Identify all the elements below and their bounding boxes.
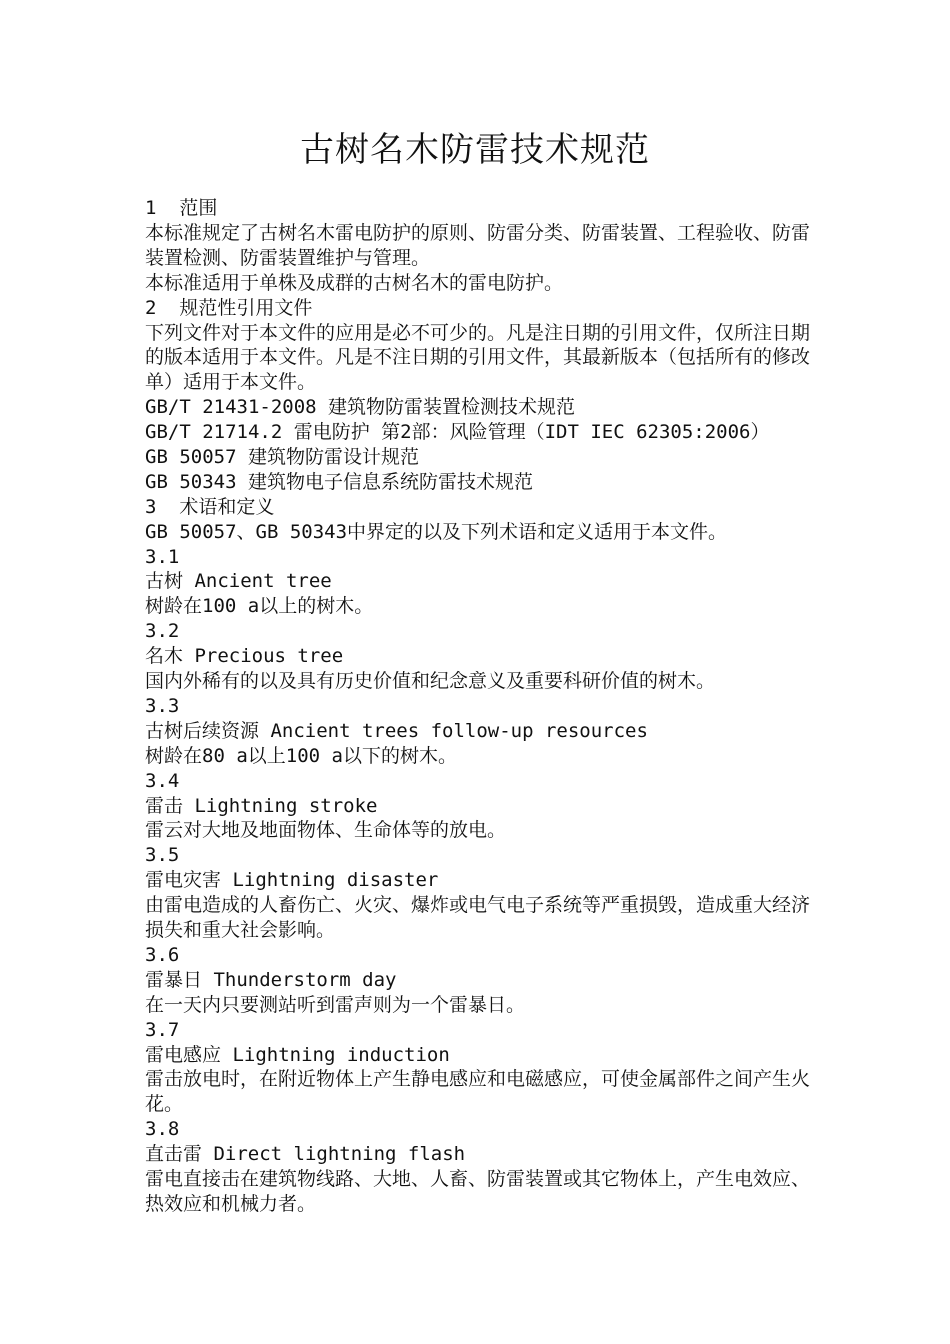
term-title: 名木 Precious tree: [145, 645, 344, 668]
term-definition: 树龄在80 a以上100 a以下的树木。: [145, 744, 457, 767]
term-number: 3.5: [145, 844, 180, 867]
reference-item: GB/T 21714.2 雷电防护 第2部：风险管理（IDT IEC 62305:2006）: [145, 421, 770, 444]
section-3-paragraph: GB 50057、GB 50343中界定的以及下列术语和定义适用于本文件。: [145, 520, 728, 543]
term-definition: 树龄在100 a以上的树木。: [145, 595, 374, 618]
term-number: 3.1: [145, 545, 180, 568]
term-title: 古树 Ancient tree: [145, 570, 332, 593]
term-title: 直击雷 Direct lightning flash: [145, 1143, 466, 1166]
term-definition: 雷云对大地及地面物体、生命体等的放电。: [145, 819, 507, 842]
term-title: 雷电灾害 Lightning disaster: [145, 869, 439, 892]
section-3-heading: 3 术语和定义: [145, 495, 275, 518]
term-title: 雷击 Lightning stroke: [145, 794, 378, 817]
term-number: 3.7: [145, 1018, 180, 1041]
term-title: 古树后续资源 Ancient trees follow-up resources: [145, 719, 648, 742]
document-title: 古树名木防雷技术规范: [300, 130, 650, 170]
term-definition: 雷击放电时，在附近物体上产生静电感应和电磁感应，可使金属部件之间产生火花。: [145, 1068, 811, 1116]
reference-item: GB 50057 建筑物防雷设计规范: [145, 446, 419, 468]
reference-item: GB/T 21431-2008 建筑物防雷装置检测技术规范: [145, 396, 576, 419]
section-2-paragraph: 下列文件对于本文件的应用是必不可少的。凡是注日期的引用文件，仅所注日期的版本适用于本文件。凡是不注日期的引用文件，其最新版本（包括所有的修改单）适用于本文件。: [145, 321, 811, 394]
term-title: 雷暴日 Thunderstorm day: [145, 968, 397, 991]
term-number: 3.3: [145, 694, 180, 717]
term-definition: 国内外稀有的以及具有历史价值和纪念意义及重要科研价值的树木。: [145, 670, 716, 693]
term-number: 3.8: [145, 1118, 180, 1141]
term-number: 3.4: [145, 769, 180, 792]
section-1-heading: 1 范围: [145, 197, 218, 219]
term-title: 雷电感应 Lightning induction: [145, 1043, 450, 1066]
section-2-heading: 2 规范性引用文件: [145, 296, 313, 319]
section-1-paragraph-applicability: 本标准适用于单株及成群的古树名木的雷电防护。: [145, 271, 564, 294]
reference-item: GB 50343 建筑物电子信息系统防雷技术规范: [145, 470, 533, 493]
term-number: 3.6: [145, 943, 180, 966]
term-definition: 雷电直接击在建筑物线路、大地、人畜、防雷装置或其它物体上，产生电效应、热效应和机械力者。: [145, 1167, 811, 1215]
term-definition: 在一天内只要测站听到雷声则为一个雷暴日。: [145, 993, 526, 1016]
term-definition: 由雷电造成的人畜伤亡、火灾、爆炸或电气电子系统等严重损毁，造成重大经济损失和重大社会影响。: [145, 894, 811, 942]
section-1-paragraph-scope: 本标准规定了古树名木雷电防护的原则、防雷分类、防雷装置、工程验收、防雷装置检测、防雷装置维护与管理。: [145, 221, 811, 269]
term-number: 3.2: [145, 620, 180, 643]
document-body: [145, 196, 810, 1217]
